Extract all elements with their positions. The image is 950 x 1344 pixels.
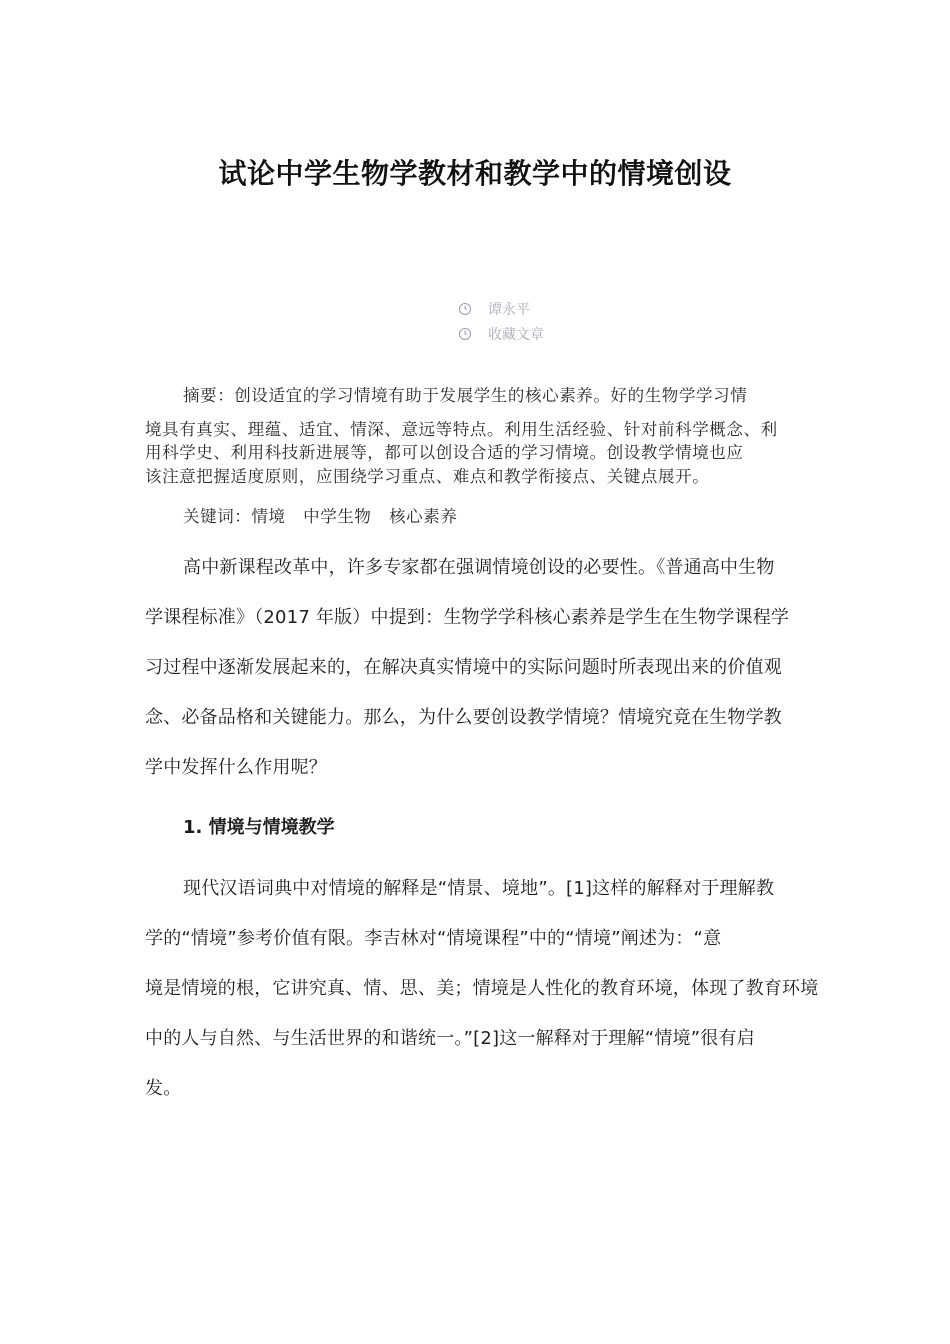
abstract-line: 该注意把握适度原则，应围绕学习重点、难点和教学衔接点、关键点展开。 bbox=[145, 467, 710, 486]
paragraph-line: 高中新课程改革中，许多专家都在强调情境创设的必要性。《普通高中生物 bbox=[183, 557, 775, 578]
paragraph-line: 念、必备品格和关键能力。那么，为什么要创设教学情境？情境究竟在生物学教 bbox=[145, 707, 782, 728]
abstract-line: 境具有真实、理蕴、适宜、情深、意远等特点。利用生活经验、针对前科学概念、利 bbox=[145, 420, 778, 439]
abstract-line: 用科学史、利用科技新进展等，都可以创设合适的学习情境。创设教学情境也应 bbox=[145, 443, 744, 462]
paragraph-line: 学课程标准》（2017 年版）中提到：生物学学科核心素养是学生在生物学课程学 bbox=[145, 607, 790, 628]
clock-icon bbox=[458, 302, 472, 316]
paragraph-line: 习过程中逐渐发展起来的，在解决真实情境中的实际问题时所表现出来的价值观 bbox=[145, 657, 782, 678]
favorite-link[interactable] bbox=[458, 323, 544, 345]
abstract-line: 摘要：创设适宜的学习情境有助于发展学生的核心素养。好的生物学学习情 bbox=[183, 386, 748, 405]
favorite-label: 收藏文章 bbox=[488, 327, 544, 343]
abstract bbox=[145, 379, 809, 489]
paragraph-line: 境是情境的根，它讲究真、情、思、美；情境是人性化的教育环境，体现了教育环境 bbox=[145, 978, 819, 999]
paragraph-line: 学中发挥什么作用呢？ bbox=[145, 757, 327, 778]
author-name: 谭永平 bbox=[488, 302, 530, 318]
paragraph-line: 发。 bbox=[145, 1078, 182, 1099]
paragraph-line: 学的“情境”参考价值有限。李吉林对“情境课程”中的“情境”阐述为：“意 bbox=[145, 928, 722, 949]
paragraph-line: 中的人与自然、与生活世界的和谐统一。”[2]这一解释对于理解“情境”很有启 bbox=[145, 1028, 755, 1049]
section1-paragraph bbox=[145, 864, 819, 1114]
section-heading: 1. 情境与情境教学 bbox=[183, 817, 335, 838]
article-title: 试论中学生物学教材和教学中的情境创设 bbox=[218, 157, 732, 190]
paragraph-line: 现代汉语词典中对情境的解释是“情景、境地”。[1]这样的解释对于理解教 bbox=[183, 878, 775, 899]
keywords: 关键词：情境 中学生物 核心素养 bbox=[183, 507, 458, 526]
author-link[interactable] bbox=[458, 298, 530, 320]
intro-paragraph bbox=[145, 543, 809, 793]
clock-icon bbox=[458, 327, 472, 341]
